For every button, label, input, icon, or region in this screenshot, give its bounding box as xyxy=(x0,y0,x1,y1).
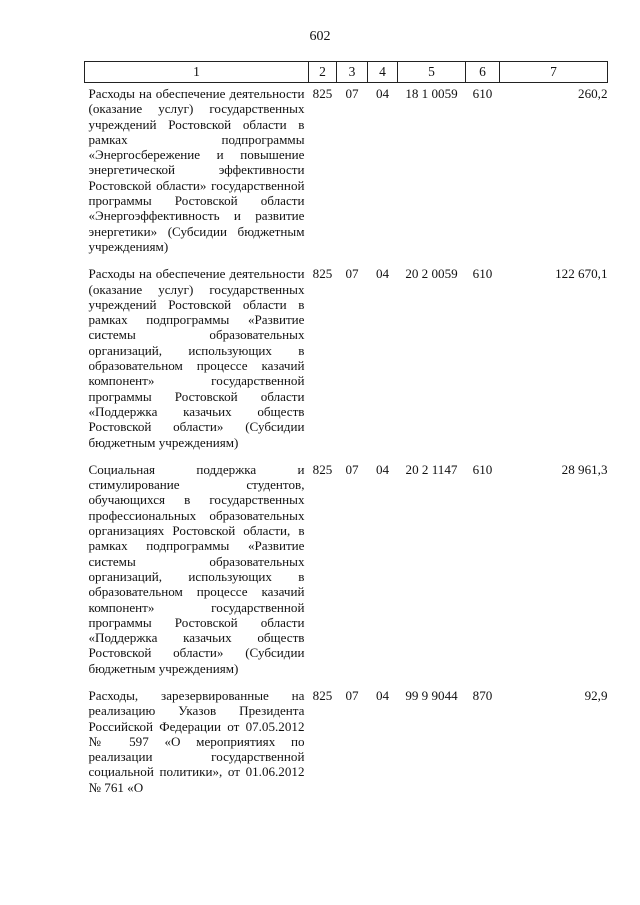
row-target-article: 99 9 9044 xyxy=(405,687,458,703)
header-row xyxy=(85,62,608,83)
row-ministry-code: 825 xyxy=(312,86,333,101)
row-section-code: 07 xyxy=(345,687,359,703)
table-header xyxy=(85,62,608,83)
table-body xyxy=(85,83,608,805)
header-col-2: 2 xyxy=(309,62,337,83)
row-target-article: 20 2 0059 xyxy=(405,266,458,282)
header-col-4: 4 xyxy=(368,62,398,83)
row-ministry-code: 825 xyxy=(312,266,333,282)
row-description: Социальная поддержка и стимулирование студентов, обучающихся в государственных профессиональных образовательных организациях Ростовской области, в рамках подпрограммы «Развитие системы образовательных организаций, использующих в образовательном процессе казачий компонент» государственной программы Ростовской области «Поддержка казачьих обществ Ростовской области» (Субсидии бюджетным учреждениям) xyxy=(88,461,305,676)
row-amount: 260,2 xyxy=(578,86,608,101)
row-expense-type: 610 xyxy=(472,266,493,282)
header-col-7: 7 xyxy=(500,62,608,83)
budget-table xyxy=(84,61,608,804)
row-ministry-code: 825 xyxy=(312,461,333,477)
header-col-5: 5 xyxy=(398,62,466,83)
row-subsection-code: 04 xyxy=(375,687,390,703)
table-row xyxy=(85,685,608,804)
row-amount: 122 670,1 xyxy=(555,266,608,282)
row-section-code: 07 xyxy=(345,266,359,282)
row-expense-type: 610 xyxy=(472,461,493,477)
header-col-3: 3 xyxy=(337,62,368,83)
header-col-6: 6 xyxy=(466,62,500,83)
row-subsection-code: 04 xyxy=(375,86,390,101)
row-amount: 28 961,3 xyxy=(561,461,608,477)
table-row xyxy=(85,459,608,685)
row-description: Расходы на обеспечение деятельности (оказание услуг) государственных учреждений Ростовской области в рамках подпрограммы «Энергосбережение и повышение энергетической эффективности Ростовской области» государственной программы Ростовской области «Энергоэффективность и развитие энергетики» (Субсидии бюджетным учреждениям) xyxy=(88,86,305,254)
header-col-1: 1 xyxy=(85,62,309,83)
row-target-article: 18 1 0059 xyxy=(405,86,458,101)
row-ministry-code: 825 xyxy=(312,687,333,703)
row-section-code: 07 xyxy=(345,86,359,101)
row-subsection-code: 04 xyxy=(375,266,390,282)
table-row xyxy=(85,83,608,264)
row-expense-type: 870 xyxy=(472,687,493,703)
row-expense-type: 610 xyxy=(472,86,493,101)
row-subsection-code: 04 xyxy=(375,461,390,477)
row-description: Расходы, зарезервированные на реализацию Указов Президента Российской Федерации от 07.05.2012 № 597 «О мероприятиях по реализации государственной социальной политики», от 01.06.2012 № 761 «О xyxy=(88,687,305,795)
row-target-article: 20 2 1147 xyxy=(405,461,458,477)
page-number: 602 xyxy=(309,29,331,44)
table-row xyxy=(85,263,608,459)
row-description: Расходы на обеспечение деятельности (оказание услуг) государственных учреждений Ростовской области в рамках подпрограммы «Развитие системы образовательных организаций, использующих в образовательном процессе казачий компонент» государственной программы Ростовской области «Поддержка казачьих обществ Ростовской области» (Субсидии бюджетным учреждениям) xyxy=(88,266,305,450)
row-amount: 92,9 xyxy=(584,687,608,703)
row-section-code: 07 xyxy=(345,461,359,477)
